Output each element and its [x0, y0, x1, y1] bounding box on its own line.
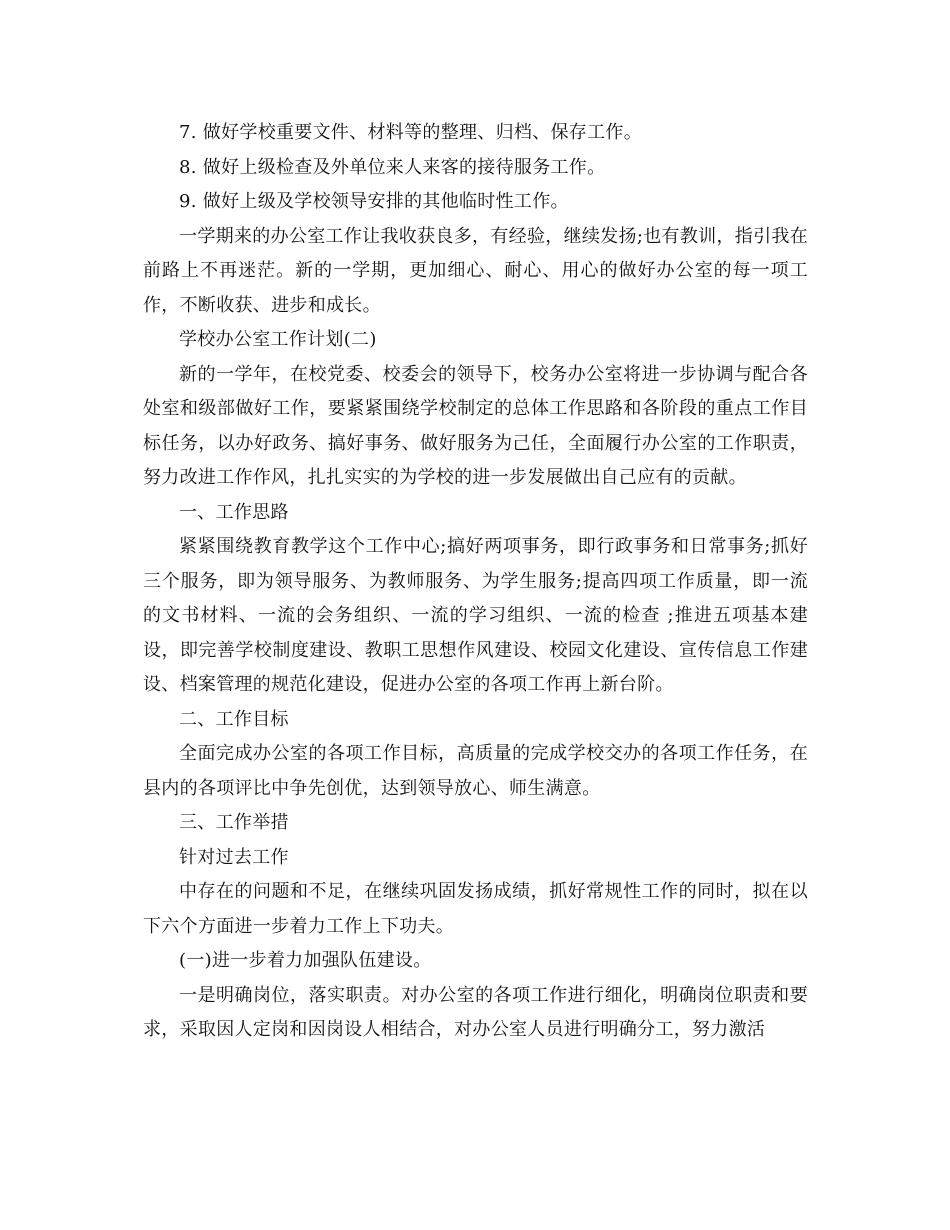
work-ideas-paragraph: 紧紧围绕教育教学这个工作中心;搞好两项事务，即行政事务和日常事务;抓好三个服务，即为领导服务、为教师服务、为学生服务;提高四项工作质量，即一流的文书材料、一流的会务组织、一流的学习组织、一流的检查 ;推进五项基本建设，即完善学校制度建设、教职工思想作风建设、校园文化建设、宣传信息工作建设、档案管理的规范化建设，促进办公室的各项工作再上新台阶。	[143, 536, 808, 695]
work-goals-paragraph: 全面完成办公室的各项工作目标，高质量的完成学校交办的各项工作任务，在县内的各项评比中争先创优，达到领导放心、师生满意。	[143, 743, 808, 799]
section-heading-3: 三、工作举措	[179, 812, 289, 833]
responsibility-paragraph: 一是明确岗位，落实职责。对办公室的各项工作进行细化，明确岗位职责和要求，采取因人定岗和因岗设人相结合，对办公室人员进行明确分工，努力激活	[143, 984, 808, 1040]
document-body	[143, 116, 808, 1048]
subsection-heading-1: (一)进一步着力加强队伍建设。	[179, 950, 432, 971]
section-heading-1: 一、工作思路	[179, 501, 289, 523]
measures-lead-paragraph: 针对过去工作	[179, 846, 289, 868]
intro-paragraph: 新的一学年，在校党委、校委会的领导下，校务办公室将进一步协调与配合各处室和级部做好工作，要紧紧围绕学校制定的总体工作思路和各阶段的重点工作目标任务，以办好政务、搞好事务、做好服务为己任，全面履行办公室的工作职责，努力改进工作作风，扎扎实实的为学校的进一步发展做出自己应有的贡献。	[143, 363, 808, 488]
summary-paragraph: 一学期来的办公室工作让我收获良多，有经验，继续发扬;也有教训，指引我在前路上不再迷茫。新的一学期，更加细心、耐心、用心的做好办公室的每一项工作，不断收获、进步和成长。	[143, 225, 808, 316]
list-item-9: 9. 做好上级及学校领导安排的其他临时性工作。	[179, 191, 569, 212]
list-item-8: 8. 做好上级检查及外单位来人来客的接待服务工作。	[179, 156, 606, 178]
plan-title: 学校办公室工作计划(二)	[179, 329, 377, 350]
measures-paragraph: 中存在的问题和不足，在继续巩固发扬成绩，抓好常规性工作的同时，拟在以下六个方面进一步着力工作上下功夫。	[143, 881, 808, 937]
section-heading-2: 二、工作目标	[179, 708, 289, 730]
list-item-7: 7. 做好学校重要文件、材料等的整理、归档、保存工作。	[179, 122, 642, 143]
